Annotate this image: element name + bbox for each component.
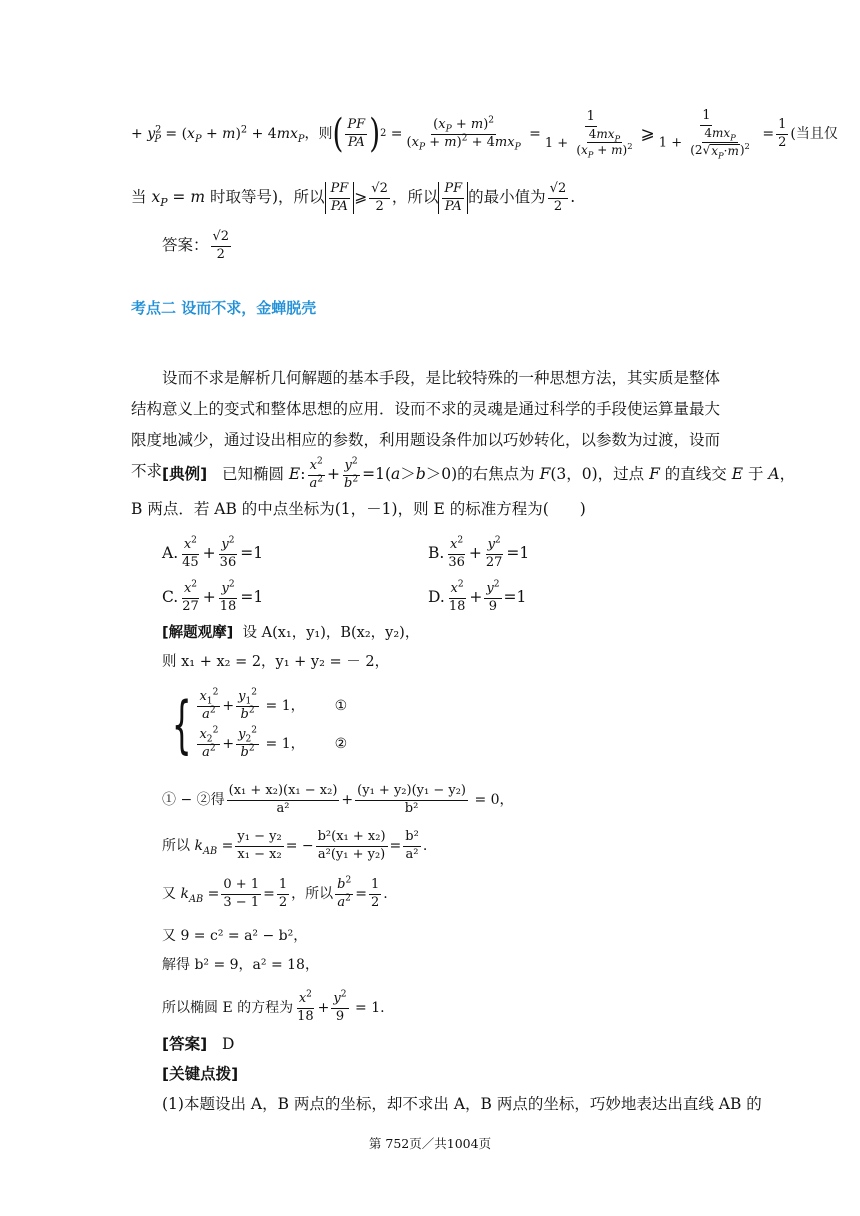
answer-line-2 — [162, 1037, 234, 1053]
solution-s1: 设 A(x₁，y₁)，B(x₂，y₂)， — [242, 625, 420, 641]
solution-line-1 — [162, 626, 419, 641]
section-heading: 考点二 设而不求，金蝉脱壳 — [131, 299, 317, 317]
equation-line-2: 当 $x_P = m$ 时取等号)，所以 $\frac{PF}{PA}$ ⩾ $\frac{√2}{2}$ ，所以 $\frac{PF}{PA}$ 的最小值为 $\frac{√2}{2}$ . — [131, 180, 576, 214]
solution-line-3: ① − ②得 $\frac{\text{(x₁ + x₂)(x₁ − x₂)}}{\text{a²}}$ + $\frac{\text{(y₁ + y₂)(y₁ − y₂)}}{\text{b²}}$ = 0， — [162, 782, 514, 816]
option-d[interactable]: D. $\frac{x^2}{18}$ + $\frac{y^2}{9}$ =1 — [428, 579, 527, 614]
page-footer: 第 752页／共1004页 — [368, 1136, 492, 1151]
intro-paragraph: 设而不求是解析几何解题的基本手段，是比较特殊的一种思想方法，其实质是整体结构意义上的变式和整体思想的应用．设而不求的灵魂是通过科学的手段使运算量最大限度地减少，通过设出相应的参数，利用题设条件加以巧妙转化，以参数为过渡，设而不求． — [131, 369, 721, 480]
example-line-2: B 两点．若 AB 的中点坐标为(1，－1)，则 E 的标准方程为( ) — [131, 500, 586, 518]
solution-line-5: 又 $k_{AB}$ = $\frac{0 + 1}{3 - 1}$ = $\frac{1}{2}$ ，所以 $\frac{b^2}{a^2}$ = $\frac{1}{2}$ . — [162, 875, 388, 910]
answer-label: 答案： — [162, 236, 209, 255]
solution-line-8: 所以椭圆 E 的方程为 $\frac{x^2}{18}$ + $\frac{y^2}{9}$ = 1. — [162, 989, 385, 1024]
answer-value: $\frac{√2}{2}$ — [212, 228, 230, 262]
solution-line-6: 又 9 = c² = a² − b²， — [162, 928, 308, 944]
key-points-p1: (1)本题设出 A，B 两点的坐标，却不求出 A，B 两点的坐标，巧妙地表达出直线 AB 的 — [162, 1095, 762, 1113]
example-line-1: [典例] 已知椭圆 E: $\frac{x^2}{a^2}$ + $\frac{y^2}{b^2}$ =1(a＞b＞0)的右焦点为 F(3，0)，过点 F 的直线交 E 于 A， — [162, 456, 796, 491]
equation-line-1: + $y^2_P = (x_P + m)^2 + 4mx_P$，则 ( $\frac{PF}{PA}$ ) 2 = $\frac{(x_P + m)^2}{(x_P + m)^2 + 4mx_P}$ = 1 1 + $\frac{4mx_P}{(x_P + m)^2}$ ⩾ 1 1 + $4mx_P$ (2√ $x_P\cdot m$ )$^2$ = $\frac{1}{2}$ (当且仅 — [131, 108, 838, 161]
equation-system: { $\frac{x_1^2}{a^2}$ + $\frac{y_1^2}{b^2}$ = 1， ① $\frac{x_2^2}{a^2}$ + $\frac{y_2^2}{b^2}$ = 1， ② — [171, 687, 348, 761]
solution-line-2: 则 x₁ + x₂ = 2，y₁ + y₂ = － 2， — [162, 654, 390, 670]
key-points-tag: [关键点拨] — [162, 1065, 239, 1083]
solution-tag: [解题观摩] — [162, 625, 234, 641]
equation-tail: (当且仅 — [790, 126, 838, 142]
example-tag: [典例] — [162, 465, 208, 484]
brace-icon: { — [171, 688, 192, 761]
option-b[interactable]: B. $\frac{x^2}{36}$ + $\frac{y^2}{27}$ =1 — [428, 535, 530, 570]
answer-line-1 — [162, 226, 233, 266]
answer2-label: [答案] — [162, 1035, 208, 1053]
solution-line-4: 所以 $k_{AB}$ = $\frac{\text{y₁ − y₂}}{\text{x₁ − x₂}}$ = − $\frac{\text{b²(x₁ + x₂)}}{\text{a²(y₁ + y₂)}}$ = $\frac{\text{b²}}{\text{a²}}$ . — [162, 828, 428, 862]
answer2-value: D — [221, 1035, 235, 1053]
option-c[interactable]: C. $\frac{x^2}{27}$ + $\frac{y^2}{18}$ =1 — [162, 579, 264, 614]
solution-line-7: 解得 b² = 9，a² = 18， — [162, 957, 319, 973]
option-a[interactable]: A. $\frac{x^2}{45}$ + $\frac{y^2}{36}$ =1 — [162, 535, 264, 570]
